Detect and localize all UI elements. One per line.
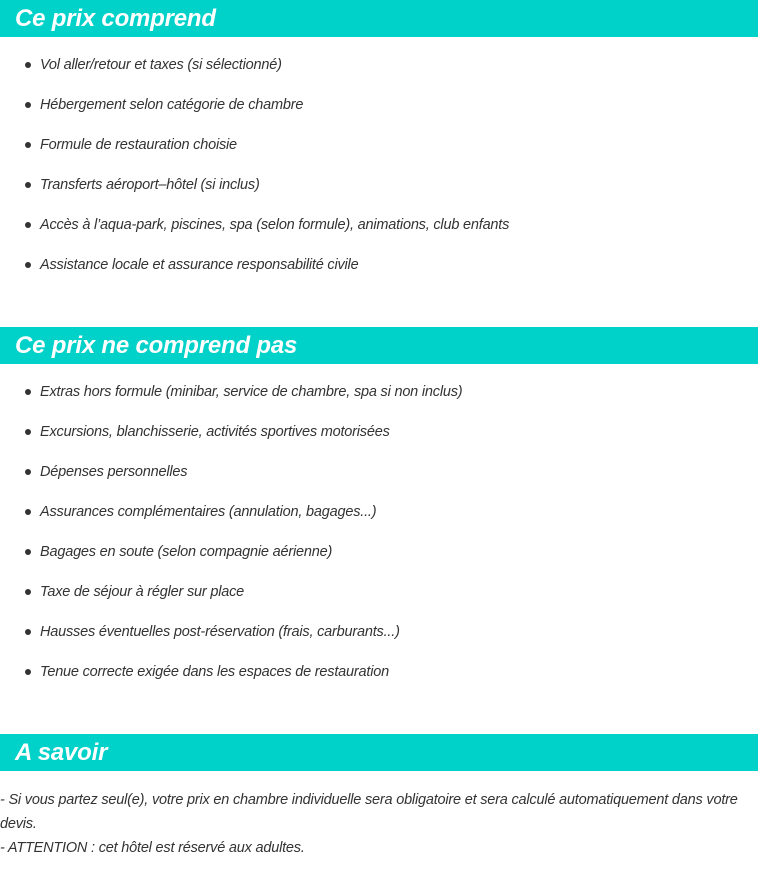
included-item: Accès à l’aqua-park, piscines, spa (selon formule), animations, club enfants: [0, 215, 509, 255]
not-included-item: Dépenses personnelles: [0, 462, 462, 502]
not-included-item: Hausses éventuelles post-réservation (frais, carburants...): [0, 622, 462, 662]
included-list: [0, 55, 509, 295]
note-single-traveler: - Si vous partez seul(e), votre prix en chambre individuelle sera obligatoire et sera calculé automatiquement dans votre devis.: [0, 792, 738, 832]
not-included-list: [0, 382, 462, 702]
note-adults-only: - ATTENTION : cet hôtel est réservé aux adultes.: [0, 840, 305, 856]
section-title-not-included: Ce prix ne comprend pas: [0, 327, 758, 364]
included-item: Formule de restauration choisie: [0, 135, 509, 175]
good-to-know-notes: [0, 788, 758, 860]
not-included-item: Taxe de séjour à régler sur place: [0, 582, 462, 622]
section-title-included: Ce prix comprend: [0, 0, 758, 37]
included-item: Vol aller/retour et taxes (si sélectionné): [0, 55, 509, 95]
not-included-item: Assurances complémentaires (annulation, bagages...): [0, 502, 462, 542]
not-included-item: Extras hors formule (minibar, service de chambre, spa si non inclus): [0, 382, 462, 422]
section-title-good-to-know: A savoir: [0, 734, 758, 771]
not-included-item: Tenue correcte exigée dans les espaces de restauration: [0, 662, 462, 702]
not-included-item: Excursions, blanchisserie, activités sportives motorisées: [0, 422, 462, 462]
not-included-item: Bagages en soute (selon compagnie aérienne): [0, 542, 462, 582]
included-item: Transferts aéroport–hôtel (si inclus): [0, 175, 509, 215]
included-item: Hébergement selon catégorie de chambre: [0, 95, 509, 135]
included-item: Assistance locale et assurance responsabilité civile: [0, 255, 509, 295]
